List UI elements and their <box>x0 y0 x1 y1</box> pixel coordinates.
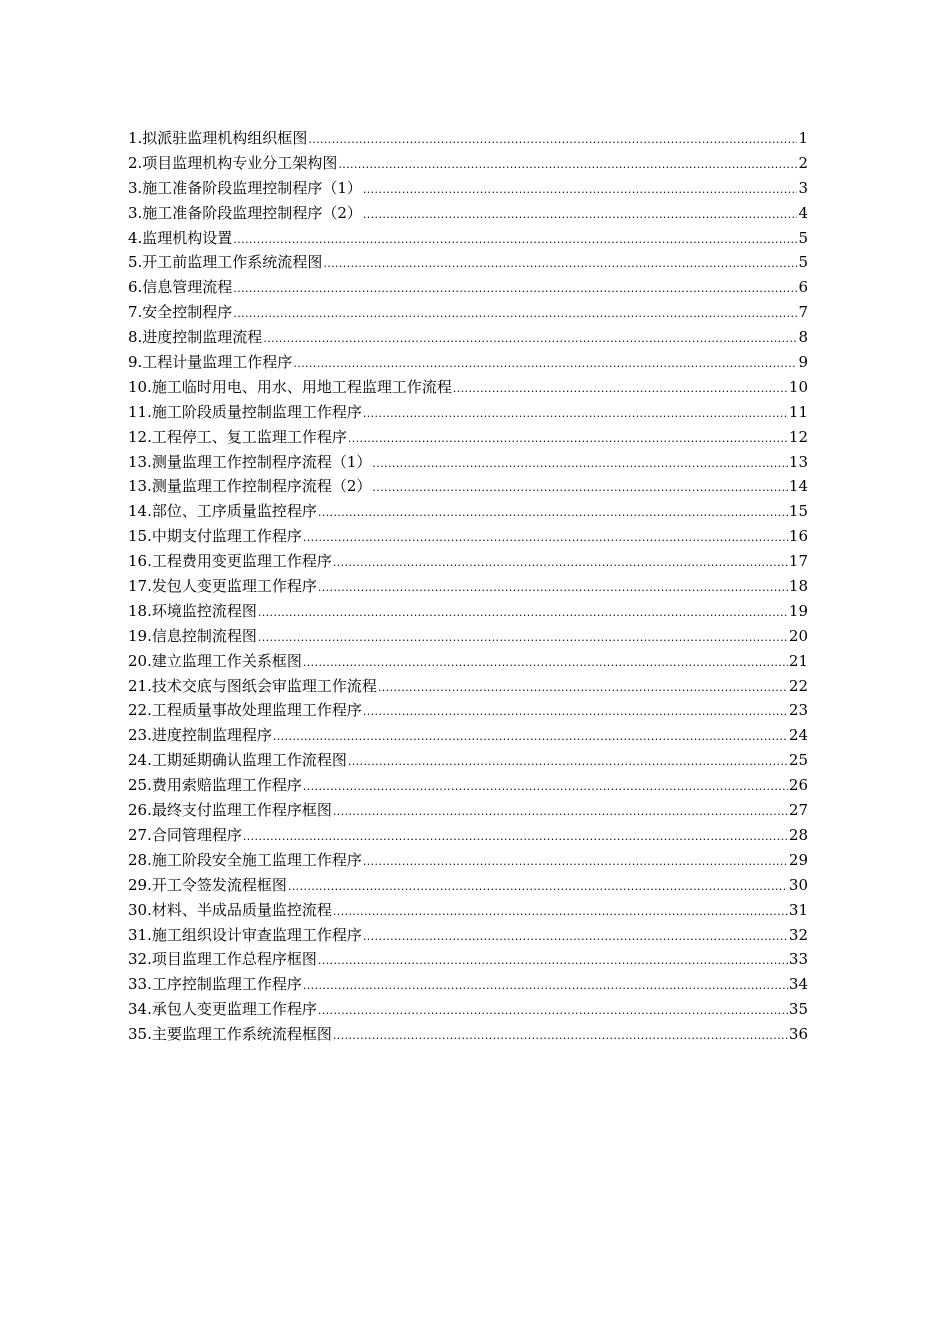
toc-entry-title: 20.建立监理工作关系框图 <box>128 651 302 670</box>
toc-entry[interactable] <box>128 947 808 972</box>
toc-entry-title: 32.项目监理工作总程序框图 <box>128 950 317 969</box>
toc-entry-page: 31 <box>788 900 808 919</box>
toc-entry-title: 22.工程质量事故处理监理工作程序 <box>128 701 362 720</box>
toc-entry-page: 32 <box>788 925 808 944</box>
toc-leader-dots <box>378 676 788 701</box>
toc-entry[interactable] <box>128 226 808 251</box>
toc-entry-page: 35 <box>788 1000 808 1019</box>
toc-entry[interactable] <box>128 201 808 226</box>
toc-entry-title: 29.开工令签发流程框图 <box>128 875 287 894</box>
toc-leader-dots <box>372 476 788 501</box>
toc-leader-dots <box>363 700 788 725</box>
toc-entry[interactable] <box>128 176 808 201</box>
toc-leader-dots <box>273 725 788 750</box>
toc-leader-dots <box>348 750 788 775</box>
toc-entry-page: 2 <box>798 153 808 172</box>
toc-entry-page: 9 <box>798 353 808 372</box>
toc-entry[interactable] <box>128 250 808 275</box>
toc-leader-dots <box>333 1024 788 1049</box>
toc-leader-dots <box>363 402 788 427</box>
toc-entry-title: 16.工程费用变更监理工作程序 <box>128 552 332 571</box>
toc-entry-page: 33 <box>788 950 808 969</box>
toc-entry[interactable] <box>128 923 808 948</box>
toc-entry-page: 6 <box>798 278 808 297</box>
toc-entry-title: 23.进度控制监理程序 <box>128 726 272 745</box>
toc-entry-title: 7.安全控制程序 <box>128 303 233 322</box>
toc-entry-title: 8.进度控制监理流程 <box>128 328 263 347</box>
toc-leader-dots <box>318 949 788 974</box>
toc-leader-dots <box>288 875 788 900</box>
toc-leader-dots <box>363 850 788 875</box>
toc-entry-page: 34 <box>788 975 808 994</box>
toc-entry[interactable] <box>128 972 808 997</box>
toc-entry-title: 14.部位、工序质量监控程序 <box>128 502 317 521</box>
toc-entry[interactable] <box>128 499 808 524</box>
toc-entry[interactable] <box>128 126 808 151</box>
toc-entry[interactable] <box>128 350 808 375</box>
toc-entry-page: 21 <box>788 651 808 670</box>
toc-entry-page: 7 <box>798 303 808 322</box>
toc-entry-page: 29 <box>788 850 808 869</box>
toc-entry-page: 5 <box>798 228 808 247</box>
toc-entry[interactable] <box>128 474 808 499</box>
toc-leader-dots <box>318 576 788 601</box>
toc-entry-title: 12.工程停工、复工监理工作程序 <box>128 427 347 446</box>
toc-entry[interactable] <box>128 425 808 450</box>
toc-entry-page: 4 <box>798 203 808 222</box>
toc-leader-dots <box>318 501 788 526</box>
toc-entry[interactable] <box>128 275 808 300</box>
toc-entry-page: 27 <box>788 801 808 820</box>
toc-leader-dots <box>258 601 788 626</box>
toc-entry-title: 3.施工准备阶段监理控制程序（1） <box>128 178 362 197</box>
toc-leader-dots <box>363 203 798 228</box>
toc-entry-title: 24.工期延期确认监理工作流程图 <box>128 751 347 770</box>
toc-entry-page: 5 <box>798 253 808 272</box>
toc-leader-dots <box>453 377 788 402</box>
toc-entry-title: 33.工序控制监理工作程序 <box>128 975 302 994</box>
toc-entry-title: 13.测量监理工作控制程序流程（1） <box>128 452 372 471</box>
toc-entry[interactable] <box>128 649 808 674</box>
toc-entry-title: 15.中期支付监理工作程序 <box>128 527 302 546</box>
toc-leader-dots <box>293 352 797 377</box>
toc-entry-page: 12 <box>788 427 808 446</box>
toc-entry[interactable] <box>128 1022 808 1047</box>
toc-leader-dots <box>303 651 788 676</box>
toc-entry[interactable] <box>128 698 808 723</box>
toc-entry-page: 14 <box>788 477 808 496</box>
toc-entry-title: 4.监理机构设置 <box>128 228 233 247</box>
toc-leader-dots <box>233 228 797 253</box>
toc-entry-title: 5.开工前监理工作系统流程图 <box>128 253 323 272</box>
toc-entry[interactable] <box>128 450 808 475</box>
toc-leader-dots <box>233 302 797 327</box>
toc-leader-dots <box>323 252 797 277</box>
toc-entry-title: 34.承包人变更监理工作程序 <box>128 1000 317 1019</box>
toc-entry-title: 13.测量监理工作控制程序流程（2） <box>128 477 372 496</box>
toc-entry-page: 10 <box>788 377 808 396</box>
toc-leader-dots <box>318 999 788 1024</box>
toc-leader-dots <box>372 452 788 477</box>
toc-entry-page: 15 <box>788 502 808 521</box>
toc-entry[interactable] <box>128 674 808 699</box>
toc-leader-dots <box>333 800 788 825</box>
toc-entry-page: 18 <box>788 577 808 596</box>
toc-entry-title: 17.发包人变更监理工作程序 <box>128 577 317 596</box>
toc-entry[interactable] <box>128 524 808 549</box>
toc-leader-dots <box>303 974 788 999</box>
toc-leader-dots <box>333 900 788 925</box>
toc-entry-title: 28.施工阶段安全施工监理工作程序 <box>128 850 362 869</box>
toc-entry-page: 25 <box>788 751 808 770</box>
toc-leader-dots <box>233 277 797 302</box>
toc-entry-page: 28 <box>788 825 808 844</box>
toc-leader-dots <box>303 526 788 551</box>
toc-entry[interactable] <box>128 848 808 873</box>
toc-leader-dots <box>363 178 798 203</box>
toc-entry-page: 8 <box>798 328 808 347</box>
toc-entry-title: 19.信息控制流程图 <box>128 626 257 645</box>
toc-entry-page: 19 <box>788 601 808 620</box>
toc-entry[interactable] <box>128 325 808 350</box>
toc-entry[interactable] <box>128 624 808 649</box>
toc-entry-title: 31.施工组织设计审查监理工作程序 <box>128 925 362 944</box>
toc-leader-dots <box>263 327 797 352</box>
toc-entry-title: 35.主要监理工作系统流程框图 <box>128 1025 332 1044</box>
toc-entry-title: 2.项目监理机构专业分工架构图 <box>128 153 338 172</box>
toc-entry-page: 11 <box>788 402 808 421</box>
toc-entry-title: 11.施工阶段质量控制监理工作程序 <box>128 402 362 421</box>
toc-entry-page: 3 <box>798 178 808 197</box>
toc-entry-title: 3.施工准备阶段监理控制程序（2） <box>128 203 362 222</box>
toc-entry-title: 21.技术交底与图纸会审监理工作流程 <box>128 676 377 695</box>
toc-leader-dots <box>348 427 788 452</box>
toc-entry[interactable] <box>128 151 808 176</box>
toc-entry[interactable] <box>128 549 808 574</box>
toc-entry-title: 6.信息管理流程 <box>128 278 233 297</box>
toc-entry-title: 18.环境监控流程图 <box>128 601 257 620</box>
toc-entry[interactable] <box>128 723 808 748</box>
toc-leader-dots <box>258 626 788 651</box>
toc-leader-dots <box>243 825 788 850</box>
toc-entry-page: 30 <box>788 875 808 894</box>
toc-entry-page: 1 <box>798 129 808 147</box>
toc-entry[interactable] <box>128 748 808 773</box>
toc-entry[interactable] <box>128 873 808 898</box>
toc-entry-page: 16 <box>788 527 808 546</box>
toc-entry[interactable] <box>128 300 808 325</box>
toc-entry[interactable] <box>128 400 808 425</box>
toc-entry-page: 26 <box>788 776 808 795</box>
toc-entry[interactable] <box>128 798 808 823</box>
toc-entry-title: 26.最终支付监理工作程序框图 <box>128 801 332 820</box>
toc-leader-dots <box>363 925 788 950</box>
toc-leader-dots <box>338 153 797 178</box>
toc-entry[interactable] <box>128 773 808 798</box>
toc-entry-page: 36 <box>788 1025 808 1044</box>
table-of-contents <box>128 126 808 1047</box>
toc-entry-page: 17 <box>788 552 808 571</box>
toc-leader-dots <box>303 775 788 800</box>
toc-entry-page: 13 <box>788 452 808 471</box>
toc-entry-page: 22 <box>788 676 808 695</box>
toc-entry[interactable] <box>128 823 808 848</box>
toc-entry-title: 27.合同管理程序 <box>128 825 242 844</box>
toc-entry-title: 9.工程计量监理工作程序 <box>128 353 293 372</box>
toc-entry-page: 23 <box>788 701 808 720</box>
toc-entry[interactable] <box>128 574 808 599</box>
toc-entry[interactable] <box>128 997 808 1022</box>
toc-entry[interactable] <box>128 898 808 923</box>
toc-entry-page: 24 <box>788 726 808 745</box>
toc-entry[interactable] <box>128 375 808 400</box>
toc-entry-title: 1.拟派驻监理机构组织框图 <box>128 129 308 147</box>
toc-entry-page: 20 <box>788 626 808 645</box>
toc-entry-title: 10.施工临时用电、用水、用地工程监理工作流程 <box>128 377 452 396</box>
toc-entry[interactable] <box>128 599 808 624</box>
toc-entry-title: 25.费用索赔监理工作程序 <box>128 776 302 795</box>
toc-leader-dots <box>308 128 797 153</box>
toc-leader-dots <box>333 551 788 576</box>
toc-entry-title: 30.材料、半成品质量监控流程 <box>128 900 332 919</box>
